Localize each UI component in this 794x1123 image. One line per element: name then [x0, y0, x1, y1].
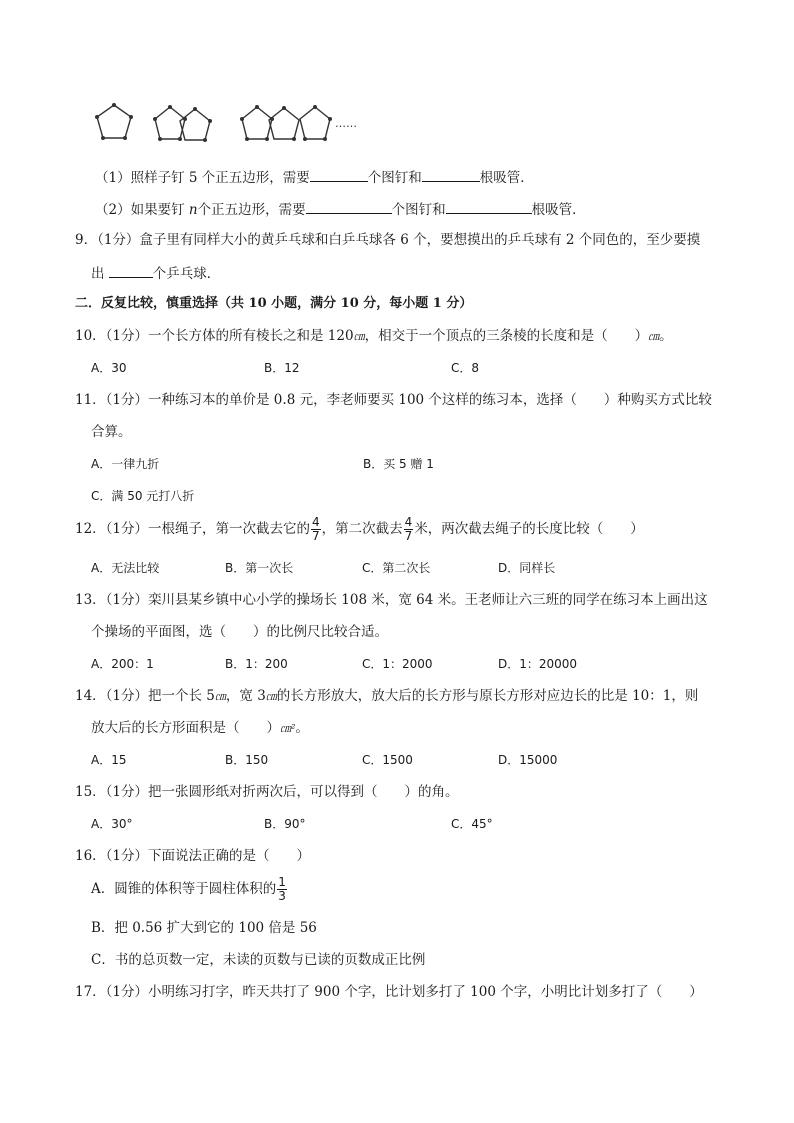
q12-text3: 米，两次截去绳子的长度比较（ ）: [414, 521, 644, 537]
q12-option-d[interactable]: D．同样长: [498, 561, 556, 575]
q16-fraction-numerator: 1: [278, 875, 286, 889]
pentagon-pattern-figure: [89, 97, 369, 155]
q13-option-a[interactable]: A．200：1: [91, 657, 154, 671]
q14-option-a[interactable]: A．15: [91, 753, 127, 767]
q16-option-b[interactable]: B．把 0.56 扩大到它的 100 倍是 56: [91, 920, 317, 936]
q16-option-c[interactable]: C．书的总页数一定，未读的页数与已读的页数成正比例: [91, 952, 426, 968]
q15-option-b[interactable]: B．90°: [264, 817, 306, 831]
q13-line2: 个操场的平面图，选（ ）的比例尺比较合适。: [91, 624, 388, 640]
q12-text2: ，第二次截去: [321, 521, 403, 537]
q16-line1: 16．（1分）下面说法正确的是（ ）: [75, 848, 311, 864]
q8-part2-blank2[interactable]: [446, 199, 532, 214]
q9-line1: 9．（1分）盒子里有同样大小的黄乒乓球和白乒乓球各 6 个，要想摸出的乒乓球有 2 个同色的，至少要摸: [75, 232, 701, 248]
q13-line1: 13．（1分）栾川县某乡镇中心小学的操场长 108 米，宽 64 米。王老师让六三班的同学在练习本上画出这: [75, 592, 708, 608]
q10-text: 10．（1分）一个长方体的所有棱长之和是 120: [75, 328, 354, 344]
q16-option-a-text: A．圆锥的体积等于圆柱体积的: [91, 881, 277, 897]
q8-part2-text2: 个正五边形，需要: [197, 202, 306, 218]
q12-fraction1-numerator: 4: [312, 515, 320, 529]
q14-unit2: ㎝: [265, 690, 277, 703]
q17-line1: 17．（1分）小明练习打字，昨天共打了 900 个字，比计划多打了 100 个字，小明比计划多打了（ ）: [75, 984, 703, 1000]
q15-line1: 15．（1分）把一张圆形纸对折两次后，可以得到（ ）的角。: [75, 784, 459, 800]
q12-option-b[interactable]: B．第一次长: [225, 561, 294, 575]
q10-option-b[interactable]: B．12: [264, 361, 300, 375]
q10-option-c[interactable]: C．8: [451, 361, 480, 375]
q8-part2-text3: 个图钉和: [391, 202, 446, 218]
q15-option-a[interactable]: A．30°: [91, 817, 133, 831]
q10-unit1: ㎝: [353, 330, 365, 343]
pentagon-chain-drawing: [89, 97, 369, 155]
q13-option-b[interactable]: B．1：200: [225, 657, 288, 671]
q12-text: 12．（1分）一根绳子，第一次截去它的: [75, 521, 311, 537]
q8-part1-blank2[interactable]: [422, 167, 480, 182]
q8-part1-text2: 个图钉和: [367, 170, 422, 186]
q12-fraction2: [404, 516, 414, 543]
q16-fraction: [277, 876, 287, 903]
q13-option-d[interactable]: D．1：20000: [498, 657, 578, 671]
q14-unit1: ㎝: [214, 690, 226, 703]
q10-text2: ，相交于一个顶点的三条棱的长度和是（ ）: [364, 328, 649, 344]
q11-line2: 合算。: [91, 424, 132, 440]
q10-text3: 。: [659, 328, 673, 344]
q8-part1-text3: 根吸管．: [479, 170, 534, 186]
q14-line2-text: 放大后的长方形面积是（ ）: [91, 720, 280, 736]
q16-option-a[interactable]: [91, 874, 288, 904]
q8-part1: [95, 167, 534, 187]
q14-option-c[interactable]: C．1500: [362, 753, 413, 767]
q8-part2: [95, 199, 586, 219]
q9-line2-text2: 个乒乓球．: [152, 266, 221, 282]
q14-unit-squared: ㎝²: [280, 722, 296, 735]
q10-unit2: ㎝: [648, 330, 660, 343]
q8-part2-variable: n: [188, 202, 198, 218]
q8-part1-blank1[interactable]: [310, 167, 368, 182]
q9-line2: [91, 263, 220, 283]
q15-option-c[interactable]: C．45°: [451, 817, 493, 831]
q14-line2: [91, 719, 309, 738]
q9-line2-text: 出: [91, 266, 109, 282]
q9-blank[interactable]: [109, 263, 153, 278]
q14-text3: 的长方形放大，放大后的长方形与原长方形对应边长的比是 10：1，则: [276, 688, 699, 704]
q16-fraction-denominator: 3: [278, 889, 286, 903]
q8-part2-text4: 根吸管．: [531, 202, 586, 218]
figure-ellipsis: ……: [335, 117, 357, 130]
q12-fraction2-numerator: 4: [404, 515, 413, 529]
q12-option-c[interactable]: C．第二次长: [362, 561, 431, 575]
q14-option-d[interactable]: D．15000: [498, 753, 558, 767]
q12-question: [75, 515, 644, 543]
q14-line2-text2: 。: [295, 720, 309, 736]
q8-part1-text: （1）照样子钉 5 个正五边形，需要: [95, 170, 310, 186]
q11-option-c[interactable]: C．满 50 元打八折: [91, 489, 195, 503]
q12-fraction1: [311, 516, 321, 543]
section-2-title: 二．反复比较，慎重选择（共 10 小题，满分 10 分，每小题 1 分）: [75, 296, 473, 311]
q10-question: [75, 327, 673, 346]
q8-part2-text: （2）如果要钉: [95, 202, 189, 218]
q14-line1: [75, 687, 698, 706]
q11-line1: 11．（1分）一种练习本的单价是 0.8 元，李老师要买 100 个这样的练习本，选择（ ）种购买方式比较: [75, 392, 712, 408]
q14-text: 14．（1分）把一个长 5: [75, 688, 215, 704]
q10-option-a[interactable]: A．30: [91, 361, 127, 375]
q13-option-c[interactable]: C．1：2000: [362, 657, 433, 671]
q8-part2-blank1[interactable]: [306, 199, 392, 214]
q12-option-a[interactable]: A．无法比较: [91, 561, 160, 575]
q14-text2: ，宽 3: [225, 688, 266, 704]
q11-option-b[interactable]: B．买 5 赠 1: [363, 457, 434, 471]
q12-fraction1-denominator: 7: [312, 529, 320, 543]
q14-option-b[interactable]: B．150: [225, 753, 269, 767]
q11-option-a[interactable]: A．一律九折: [91, 457, 160, 471]
q12-fraction2-denominator: 7: [404, 529, 413, 543]
